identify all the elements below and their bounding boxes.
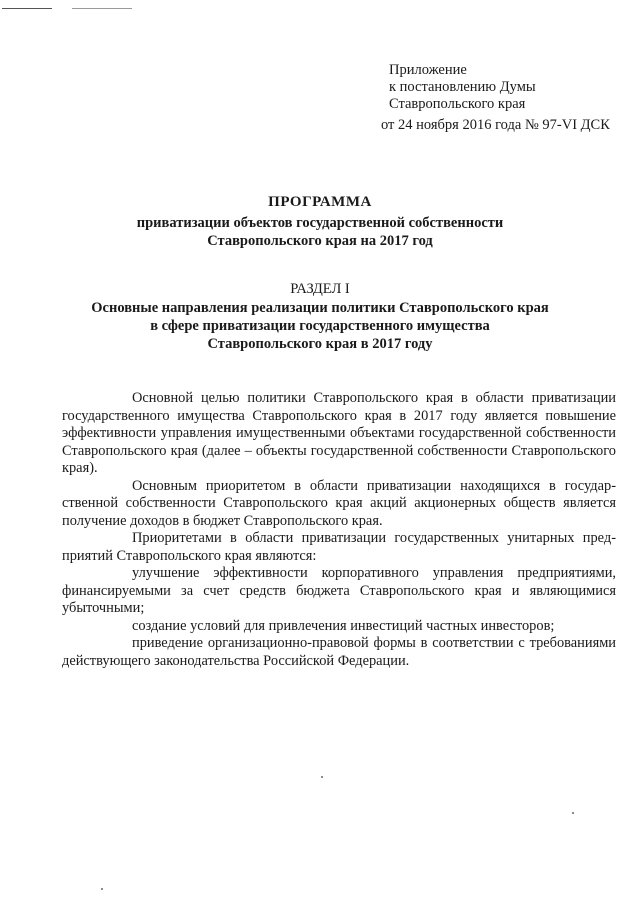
approval-line: к постановлению Думы <box>389 79 536 95</box>
scan-speck <box>572 812 574 814</box>
section-title-line: Основные направления реализации политики Ставропольского края <box>91 300 549 316</box>
body-paragraph: Основным приоритетом в области приватизации находящихся в государственной собственности Ставропольского края акций акционерных обществ является получение доходов в бюджет Ставропольского края. <box>62 477 616 529</box>
document-title-block <box>0 192 640 250</box>
scan-speck <box>101 888 103 890</box>
document-subtitle-line: приватизации объектов государственной собственности <box>136 215 504 231</box>
scan-artifact-line <box>72 8 132 9</box>
priority-list-item: улучшение эффективности корпоративного управления предприятиями, финансируемыми за счет средств бюджета Ставропольского края и являющимися убыточными; <box>62 565 616 616</box>
approval-line: Ставропольского края <box>389 96 526 112</box>
body-paragraph: Основной целью политики Ставропольского края в области приватизации государственного имущества Ставропольского края в 2017 году является повышение эффективности управления имущественными объектами государственной собственности Ставропольского края (далее – объекты государственной собственности Ставропольского края). <box>62 390 616 476</box>
approval-date: от 24 ноября 2016 года № 97-VI ДСК <box>381 117 610 133</box>
scan-artifact-line <box>2 8 52 9</box>
section-title <box>0 299 640 353</box>
body-paragraph: Приоритетами в области приватизации государственных унитарных предприятий Ставропольского края являются: <box>62 530 616 564</box>
scan-speck <box>321 776 323 778</box>
document-title: ПРОГРАММА <box>268 194 372 210</box>
priority-list-item: создание условий для привлечения инвестиций частных инвесторов; <box>132 617 555 634</box>
priority-list-item: приведение организационно-правовой формы в соответствии с требованиями действующего законодательства Российской Федерации. <box>62 635 616 669</box>
document-subtitle-line: Ставропольского края на 2017 год <box>207 233 433 249</box>
section-title-line: в сфере приватизации государственного имущества <box>150 318 490 334</box>
approval-stamp <box>381 62 610 134</box>
section-title-line: Ставропольского края в 2017 году <box>207 336 433 352</box>
document-subtitle <box>0 214 640 250</box>
section-header <box>0 281 640 353</box>
section-body <box>62 390 616 670</box>
section-number: РАЗДЕЛ I <box>290 281 350 297</box>
approval-line: Приложение <box>389 62 467 78</box>
